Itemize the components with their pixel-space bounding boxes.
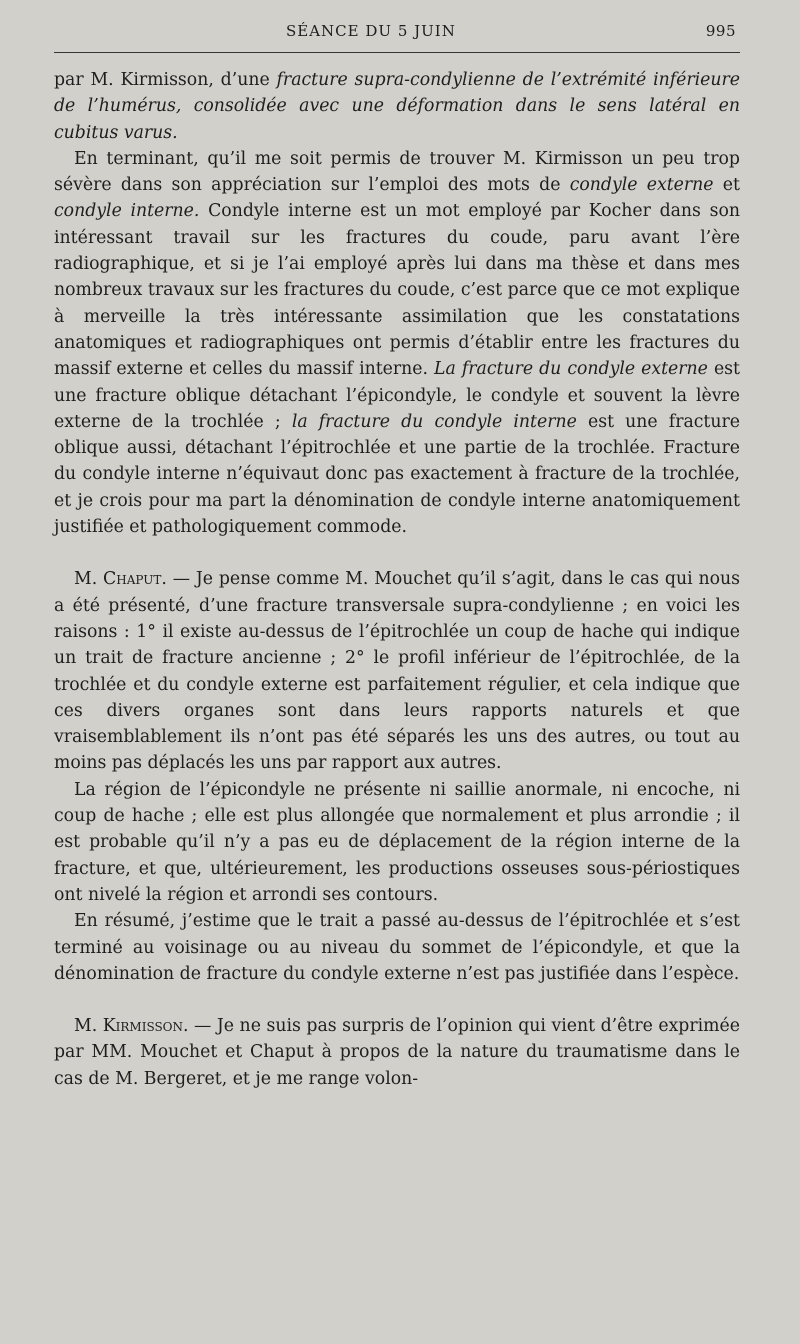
speaker-name: Chaput — [103, 569, 162, 590]
paragraph — [54, 146, 740, 540]
text-run: La région de l’épicondyle ne présente ni saillie anormale, ni encoche, ni coup de hache ; elle est plus allongée que normalement et plus arrondie ; il est probable qu’il n’y a pas eu de déplacement de la région interne de la fracture, et que, ultérieurement, les productions osseuses sous-périostiques ont nivelé la région et arrondi ses contours. — [54, 779, 740, 905]
text-run: Condyle interne est un mot employé par Kocher dans son intéressant travail sur les fractures du coude, paru avant l’ère radiographique, et si je l’ai employé après lui dans ma thèse et dans mes nombreux travaux sur les fractures du coude, c’est parce que ce mot explique à merveille la très intéressante assimilation que les constatations anatomiques et radiographiques ont permis d’établir entre les fractures du massif externe et celles du massif interne. — [54, 201, 740, 380]
text-run: et — [713, 175, 740, 196]
text-run: par M. Kirmisson, d’une — [54, 70, 277, 90]
text-run: . — Je ne suis pas surpris de l’opinion qui vient d’être exprimée par MM. Mouchet et Chaput à propos de la nature du traumatisme dans le cas de M. Bergeret, et je me range volon- — [54, 1016, 741, 1089]
text-run: . — Je pense comme M. Mouchet qu’il s’agit, dans le cas qui nous a été présenté, d’une fracture transversale supra-condylienne ; en voici les raisons : 1° il existe au-dessus de l’épitrochlée un coup de hache qui indique un trait de fracture ancienne ; 2° le profil inférieur de l’épitrochlée, de la trochlée et du condyle externe est parfaitement régulier, et cela indique que ces divers organes sont dans leurs rapports naturels et que vraisemblablement ils n’ont pas été séparés les uns des autres, ou tout au moins pas déplacés les uns par rapport aux autres. — [54, 569, 740, 774]
text-run: est une fracture oblique détachant l’épicondyle, le condyle et souvent la lèvre externe de la trochlée ; — [54, 359, 740, 432]
paragraph — [54, 1013, 740, 1092]
text-run: est une fracture oblique aussi, détachant l’épitrochlée et une partie de la trochlée. Fracture du condyle interne n’équivaut donc pas exactement à fracture de la trochlée, et je crois pour ma part la dénomination de condyle interne anatomiquement justifiée et pathologiquement commode. — [54, 411, 740, 538]
italic-run: La fracture du condyle externe — [434, 359, 708, 380]
paragraph — [54, 566, 740, 776]
speaker-name: Kirmisson — [102, 1016, 184, 1037]
italic-run: condyle externe — [569, 175, 714, 196]
header-rule — [54, 52, 740, 53]
body-text — [54, 67, 740, 1092]
text-run: M. — [74, 1016, 103, 1037]
text-run: En résumé, j’estime que le trait a passé au-dessus de l’épitrochlée et s’est terminé au voisinage ou au niveau du sommet de l’épicondyle, et que la dénomination de fracture du condyle externe n’est pas justifiée dans l’espèce. — [54, 911, 740, 984]
paragraph — [54, 908, 740, 987]
paragraph — [54, 777, 740, 908]
text-run: En terminant, qu’il me soit permis de trouver M. Kirmisson un peu trop sévère dans son appréciation sur l’emploi des mots de — [54, 148, 740, 196]
text-run: M. — [74, 569, 104, 590]
page-number: 995 — [705, 22, 736, 40]
paragraph — [54, 67, 740, 146]
italic-run: fracture supra-condylienne de l’extrémité inférieure de l’humérus, consolidée avec une déformation dans le sens latéral en cubitus varus. — [54, 70, 740, 143]
italic-run: condyle interne. — [54, 201, 200, 222]
page-header — [54, 18, 740, 48]
italic-run: la fracture du condyle interne — [291, 411, 577, 432]
running-title: SÉANCE DU 5 JUIN — [286, 22, 456, 40]
